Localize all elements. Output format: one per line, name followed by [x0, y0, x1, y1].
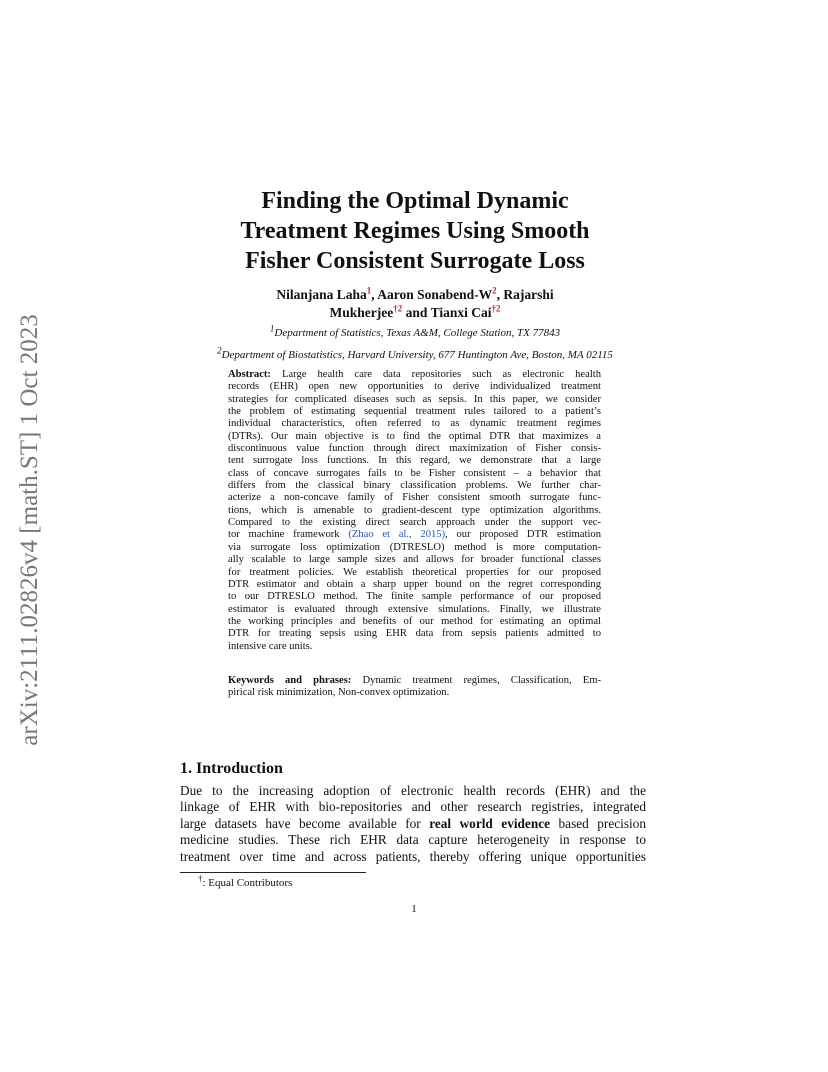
keywords: Keywords and phrases: Dynamic treatment regimes, Classification, Em- pirical risk minimization, Non-convex optimization.	[228, 675, 601, 699]
abstract-line: discontinuous value function through direct maximization of Fisher consis-	[228, 443, 601, 455]
title-line: Fisher Consistent Surrogate Loss	[245, 248, 585, 274]
introduction-paragraph: Due to the increasing adoption of electronic health records (EHR) and the linkage of EHR with bio-repositories and other research registries, integrated large datasets have become available for real world evidence based precision medicine studies. These rich EHR data capture heterogeneity in response to treatment over time and across patients, thereby offering unique opportunities	[180, 783, 647, 864]
emphasis-text: real world evidence	[429, 815, 551, 831]
abstract-line: to our DTRESLO method. The finite sample performance of our proposed	[228, 591, 601, 603]
body-line: linkage of EHR with bio-repositories and other research registries, integrated	[180, 799, 646, 815]
author-name: Aaron Sonabend-W	[377, 287, 493, 302]
author-name: Rajarshi	[503, 287, 554, 302]
abstract-line: the problem of estimating sequential treatment rules tailored to a patient’s	[228, 406, 601, 418]
affiliation-link[interactable]: 1	[366, 285, 372, 296]
abstract-label: Abstract:	[228, 369, 271, 380]
affiliation-link[interactable]: †2	[393, 303, 403, 314]
abstract-line: ally scalable to large sample sizes and allows for broader functional classes	[228, 554, 601, 566]
author-name: Tianxi Cai	[430, 305, 492, 320]
abstract-line: differs from the classical binary classification problems. We further char-	[228, 480, 601, 492]
abstract-line: (DTRs). Our main objective is to find the optimal DTR that maximizes a	[228, 430, 601, 442]
abstract-line: via surrogate loss optimization (DTRESLO) method is more computation-	[228, 541, 601, 553]
affiliation-link[interactable]: 2	[492, 285, 497, 296]
citation-link[interactable]: (Zhao et al., 2015)	[348, 529, 446, 541]
abstract-line: acterize a non-concave family of Fisher consistent smooth surrogate func-	[228, 492, 601, 504]
affiliation-1: $^1$Department of Statistics, Texas A&M, College Station, TX 77843	[269, 323, 561, 339]
abstract-line: the working principles and benefits of our method for estimating an optimal	[228, 615, 601, 627]
abstract-line: records (EHR) open new opportunities to derive individualized treatment	[228, 381, 601, 393]
abstract-line: tions, which is amenable to gradient-descent type optimization algorithms.	[228, 504, 601, 516]
keywords-label: Keywords and phrases:	[228, 675, 352, 686]
abstract-line: DTR estimator and obtain a sharp upper bound on the regret corresponding	[228, 578, 601, 590]
abstract-line: DTR for treating sepsis using EHR data from sepsis patients admitted to	[228, 628, 601, 640]
affiliation-2: $^2$Department of Biostatistics, Harvard University, 677 Huntington Ave, Boston, MA 02115	[217, 345, 613, 361]
abstract-line: Compared to the existing direct search approach under the support vec-	[228, 517, 601, 529]
body-line: medicine studies. These rich EHR data capture heterogeneity in response to	[180, 832, 646, 848]
affiliation-link[interactable]: †2	[491, 303, 501, 314]
footnote: †: Equal Contributors	[198, 873, 293, 889]
footnote-rule	[180, 872, 366, 873]
abstract-line: intensive care units.	[228, 640, 313, 652]
abstract-line: tent surrogate loss functions. In this regard, we demonstrate that a large	[228, 455, 601, 467]
page-number: 1	[411, 903, 417, 915]
abstract-line: class of concave surrogates fails to be Fisher consistent – a behavior that	[228, 467, 601, 479]
title-line: Finding the Optimal Dynamic	[261, 188, 569, 214]
section-heading-introduction: 1. Introduction	[180, 760, 283, 777]
arxiv-identifier-stamp: arXiv:2111.02826v4 [math.ST] 1 Oct 2023	[16, 314, 43, 746]
author-name: Nilanjana Laha	[276, 287, 367, 302]
abstract-line: for treatment policies. We establish theoretical properties for our proposed	[228, 566, 601, 578]
title-line: Treatment Regimes Using Smooth	[240, 218, 590, 244]
author-list: Nilanjana Laha$^1$, Aaron Sonabend-$W^2$, Rajarshi Mukherjee$^{\dagger 2}$ and Tianxi Cai$^{\dagger 2}$	[276, 285, 554, 320]
abstract-line: individual characteristics, often referred to as dynamic treatment regimes	[228, 418, 601, 430]
paper-title	[160, 186, 670, 276]
abstract-line: estimator is evaluated through extensive simulations. Finally, we illustrate	[228, 603, 601, 615]
abstract: Abstract: Large health care data repositories such as electronic health records (EHR) open new opportunities to derive individualized treatment strategies for complicated diseases such as sepsis. In this paper, we consider the problem of estimating sequential treatment rules tailored to a patient’s individual characteristics, often referred to as dynamic treatment regimes (DTRs). Our main objective is to find the optimal DTR that maximizes a discontinuous value function through direct maximization of Fisher consis- tent surrogate loss functions. In this regard, we demonstrate that a large class of concave surrogates fails to be Fisher consistent – a behavior that differs from the classical binary classification problems. We further char- acterize a non-concave family of Fisher consistent smooth surrogate func- tions, which is amenable to gradient-descent type optimization algorithms. Compared to the existing direct search approach under the support vec- tor machine framework (Zhao et al., 2015), our proposed DTR estimation via surrogate loss optimization (DTRESLO) method is more computation- ally scalable to large sample sizes and allows for broader functional classes for treatment policies. We establish theoretical properties for our proposed DTR estimator and obtain a sharp upper bound on the regret corresponding to our DTRESLO method. The finite sample performance of our proposed estimator is evaluated through extensive simulations. Finally, we illustrate the working principles and benefits of our method for estimating an optimal DTR for treating sepsis using EHR data from sepsis patients admitted to intensive care units.	[228, 369, 602, 652]
body-line: Due to the increasing adoption of electronic health records (EHR) and the	[180, 783, 646, 798]
author-name: Mukherjee	[329, 305, 394, 320]
abstract-line: strategies for complicated diseases such as sepsis. In this paper, we consider	[228, 393, 601, 405]
body-line: treatment over time and across patients, thereby offering unique opportunities	[180, 848, 646, 864]
